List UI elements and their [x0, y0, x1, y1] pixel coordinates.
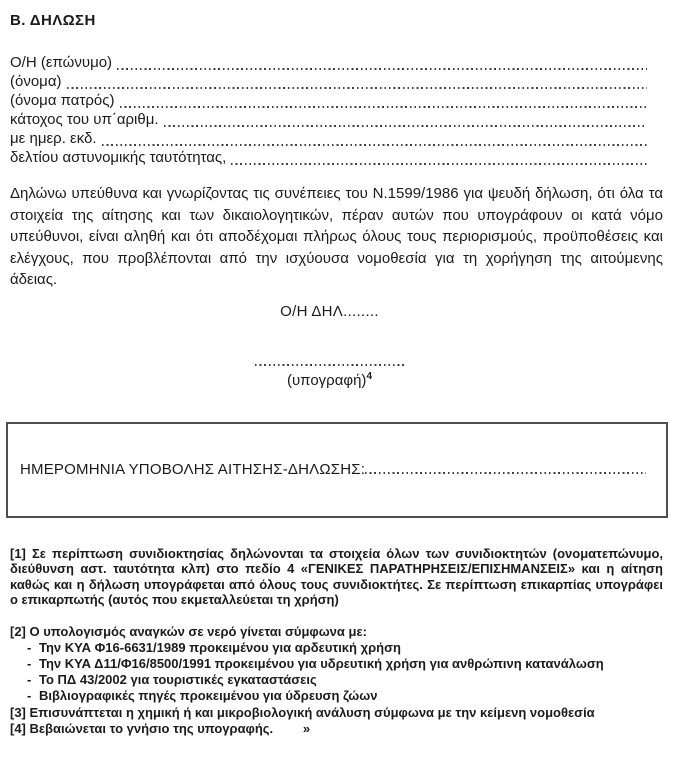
- submission-date-label: ΗΜΕΡΟΜΗΝΙΑ ΥΠΟΒΟΛΗΣ ΑΙΤΗΣΗΣ-ΔΗΛΩΣΗΣ:: [20, 461, 366, 478]
- footnote-2-item-text: Την ΚΥΑ Δ11/Φ16/8500/1991 προκειμένου για υδρευτική χρήση για ανθρώπινη κατανάλωση: [39, 655, 604, 671]
- form-field-row-fathername: [10, 92, 647, 111]
- footnote-1: [1] Σε περίπτωση συνιδιοκτησίας δηλώνονται τα στοιχεία όλων των συνιδιοκτητών (ονοματεπώνυμο, διεύθυνση αστ. ταυτότητα κλπ) στο πεδίο 4 «ΓΕΝΙΚΕΣ ΠΑΡΑΤΗΡΗΣΕΙΣ/ΕΠΙΣΗΜΑΝΣΕΙΣ» και η αίτηση καθώς και η δήλωση υπογράφεται από όλους τους συνιδιοκτήτες. Σε περίπτωση επικαρπίας υπογράφει ο επικαρπωτής (αυτός που εκμεταλλεύεται τη χρήση): [10, 545, 663, 607]
- bullet-dash: -: [27, 672, 32, 688]
- declarant-line: Ο/Η ΔΗΛ........: [280, 302, 379, 320]
- dotted-fill-line: [102, 144, 647, 146]
- footnote-2-item: [10, 688, 663, 704]
- signature-caption: [10, 368, 649, 389]
- submission-date-box: [6, 422, 668, 518]
- footnote-2-item: [10, 672, 663, 688]
- footnote-2-item-text: Βιβλιογραφικές πηγές προκειμένου για ύδρευση ζώων: [39, 688, 378, 704]
- dotted-fill-line: [120, 106, 648, 108]
- footnote-2-item: [10, 656, 663, 672]
- footnote-2-item-text: Το ΠΔ 43/2002 για τουριστικές εγκαταστάσεις: [39, 672, 317, 688]
- declaration-paragraph: Δηλώνω υπεύθυνα και γνωρίζοντας τις συνέπειες του Ν.1599/1986 για ψευδή δήλωση, ότι όλα τα στοιχεία της αίτησης και των δικαιολογητικών, πέραν αυτών που υπογράφουν οι κατά νόμο υπεύθυνοι, είναι αληθή και ότι αποδέχομαι πλήρως όλους τους περιορισμούς, προϋποθέσεις και ελέγχους, που προβλέπονται από την ισχύουσα νομοθεσία για τη χορήγηση της αιτούμενης άδειας.: [10, 185, 663, 288]
- field-label-firstname: (όνομα): [10, 73, 62, 90]
- field-label-surname: Ο/Η (επώνυμο): [10, 54, 113, 71]
- form-field-row-police-id: [10, 149, 647, 168]
- footnote-2-intro: [2] Ο υπολογισμός αναγκών σε νερό γίνεται σύμφωνα με:: [10, 623, 367, 639]
- form-field-row-firstname: [10, 73, 647, 92]
- submission-date-dotted-line: [365, 472, 646, 474]
- page-title: Β. ΔΗΛΩΣΗ: [10, 12, 96, 29]
- signature-section: [10, 303, 663, 389]
- footnote-2-item: [10, 640, 663, 656]
- footnotes-section: [10, 546, 663, 737]
- dotted-fill-line: [117, 68, 647, 70]
- dotted-fill-line: [164, 125, 647, 127]
- signature-caption-text: (υπογραφή): [286, 371, 367, 389]
- field-label-issue-date: με ημερ. εκδ.: [10, 130, 97, 147]
- signature-dotted-line: [255, 364, 405, 366]
- dotted-fill-line: [231, 163, 647, 165]
- dotted-fill-line: [67, 87, 648, 89]
- field-label-fathername: (όνομα πατρός): [10, 92, 115, 109]
- form-field-row-id-number: [10, 111, 647, 130]
- bullet-dash: -: [27, 639, 32, 655]
- identity-fields: [10, 54, 663, 168]
- footnote-3: [3] Επισυνάπτεται η χημική ή και μικροβιολογική ανάλυση σύμφωνα με την κείμενη νομοθεσία: [10, 704, 595, 720]
- form-field-row-issue-date: [10, 130, 647, 149]
- footnote-4-text: [4] Βεβαιώνεται το γνήσιο της υπογραφής.: [10, 720, 274, 736]
- footnote-2-item-text: Την ΚΥΑ Φ16-6631/1989 προκειμένου για αρδευτική χρήση: [39, 639, 401, 655]
- signature-footnote-ref: 4: [366, 370, 372, 382]
- bullet-dash: -: [27, 655, 32, 671]
- footnote-4-closing-mark: »: [302, 720, 311, 736]
- form-field-row-surname: [10, 54, 647, 73]
- field-label-police-id: δελτίου αστυνομικής ταυτότητας,: [10, 149, 227, 166]
- field-label-id-number: κάτοχος του υπ΄αριθμ.: [10, 111, 159, 128]
- footnote-4: [10, 721, 663, 737]
- bullet-dash: -: [27, 688, 32, 704]
